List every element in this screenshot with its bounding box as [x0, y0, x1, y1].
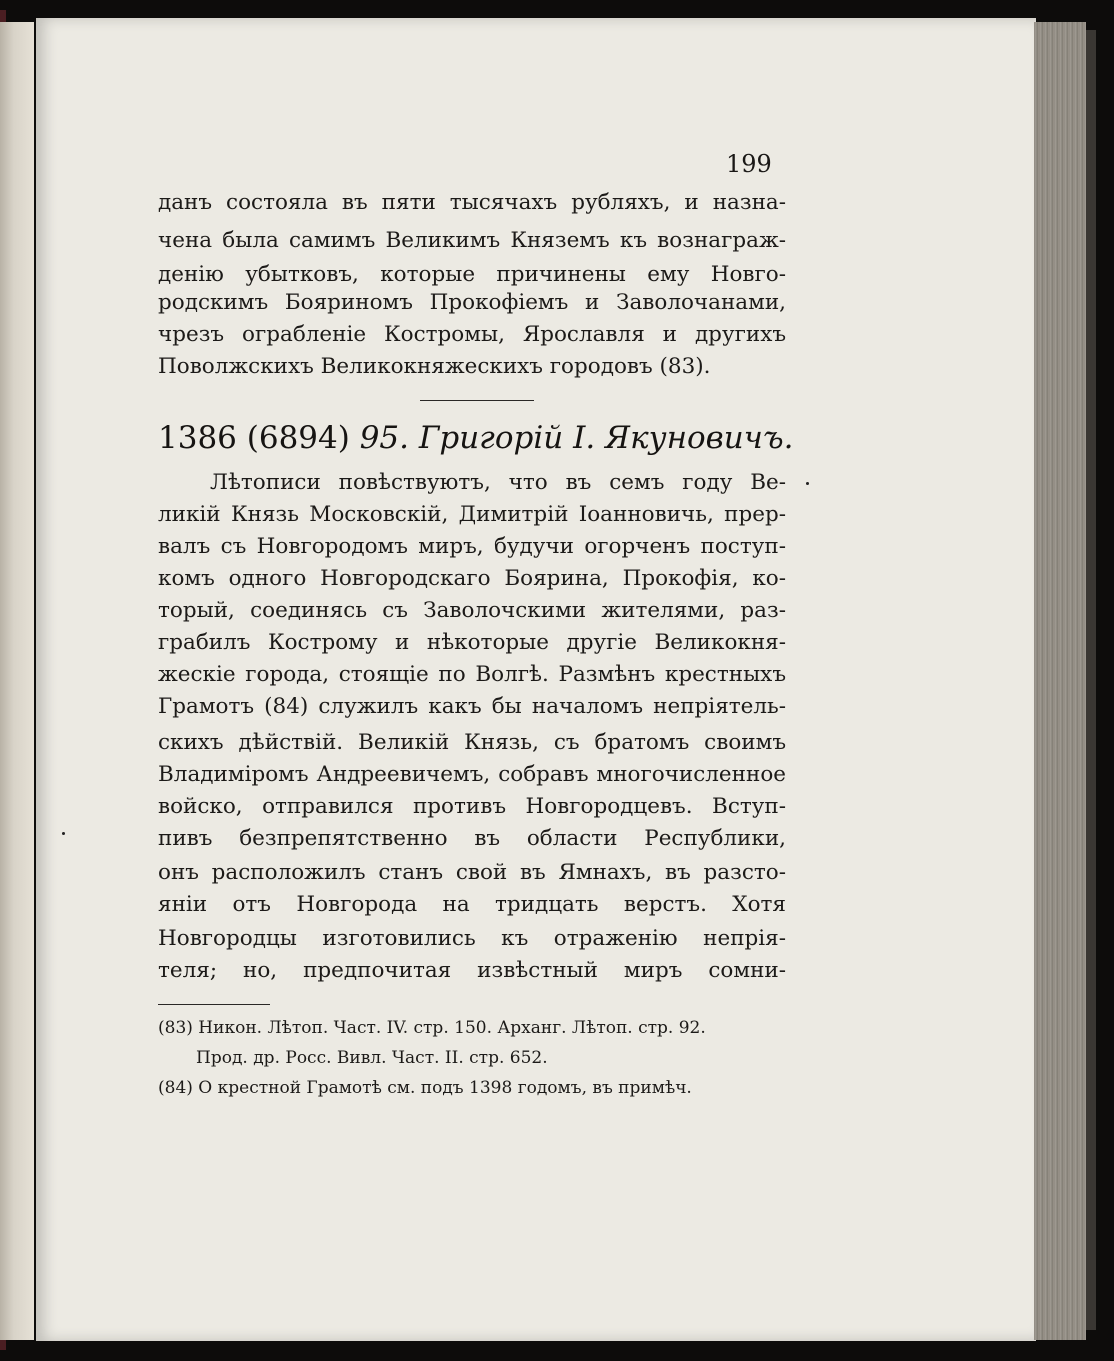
text-line: скихъ дѣйствій. Великій Князь, съ братомъ своимъ: [158, 730, 786, 755]
footnote-83-cont: Прод. др. Росс. Вивл. Част. II. стр. 652.: [196, 1048, 548, 1068]
text-line: Лѣтописи повѣствуютъ, что въ семъ году Ве-: [210, 470, 786, 495]
section-divider: [420, 400, 534, 401]
text-line: грабилъ Кострому и нѣкоторые другіе Великокня-: [158, 630, 786, 655]
text-line: валъ съ Новгородомъ миръ, будучи огорченъ поступ-: [158, 534, 786, 559]
ink-speck: [62, 832, 65, 835]
footnote-83: (83) Никон. Лѣтоп. Част. IV. стр. 150. Арханг. Лѣтоп. стр. 92.: [158, 1018, 706, 1038]
text-line: родскимъ Бояриномъ Прокофіемъ и Заволочанами,: [158, 290, 786, 315]
footnote-84: (84) О крестной Грамотѣ см. подъ 1398 годомъ, въ примѣч.: [158, 1078, 692, 1098]
text-line: жескіе города, стоящіе по Волгѣ. Размѣнъ крестныхъ: [158, 662, 786, 687]
text-line: чрезъ ограбленіе Костромы, Ярославля и другихъ: [158, 322, 786, 347]
text-line: данъ состояла въ пяти тысячахъ рубляхъ, и назна-: [158, 190, 786, 215]
text-line: Грамотъ (84) служилъ какъ бы началомъ непріятель-: [158, 694, 786, 719]
text-line: яніи отъ Новгорода на тридцать верстъ. Хотя: [158, 892, 786, 917]
text-line: денію убытковъ, которые причинены ему Новго-: [158, 262, 786, 287]
text-line: чена была самимъ Великимъ Княземъ къ вознаграж-: [158, 228, 786, 253]
heading-year: 1386 (6894): [158, 420, 350, 456]
ink-speck: [806, 482, 809, 485]
text-line: Новгородцы изготовились къ отраженію непрія-: [158, 926, 786, 951]
page-number: 199: [726, 150, 772, 178]
text-line: теля; но, предпочитая извѣстный миръ сомни-: [158, 958, 786, 983]
text-line: Поволжскихъ Великокняжескихъ городовъ (83).: [158, 354, 711, 379]
text-line: пивъ безпрепятственно въ области Республики,: [158, 826, 786, 851]
text-line: ликій Князь Московскій, Димитрій Іоанновичь, прер-: [158, 502, 786, 527]
heading-title: 95. Григорій I. Якуновичъ.: [359, 420, 794, 456]
text-line: войско, отправился противъ Новгородцевъ. Вступ-: [158, 794, 786, 819]
text-line: торый, соединясь съ Заволочскими жителями, раз-: [158, 598, 786, 623]
section-heading: [158, 420, 794, 456]
text-line: Владиміромъ Андреевичемъ, собравъ многочисленное: [158, 762, 786, 787]
left-page-edge: [0, 22, 34, 1340]
text-line: комъ одного Новгородскаго Боярина, Прокофія, ко-: [158, 566, 786, 591]
page-stack-edges: [1034, 22, 1086, 1340]
footnote-rule: [158, 1004, 270, 1005]
text-line: онъ расположилъ станъ свой въ Ямнахъ, въ разсто-: [158, 860, 786, 885]
page-stack-shadow: [1086, 30, 1096, 1330]
